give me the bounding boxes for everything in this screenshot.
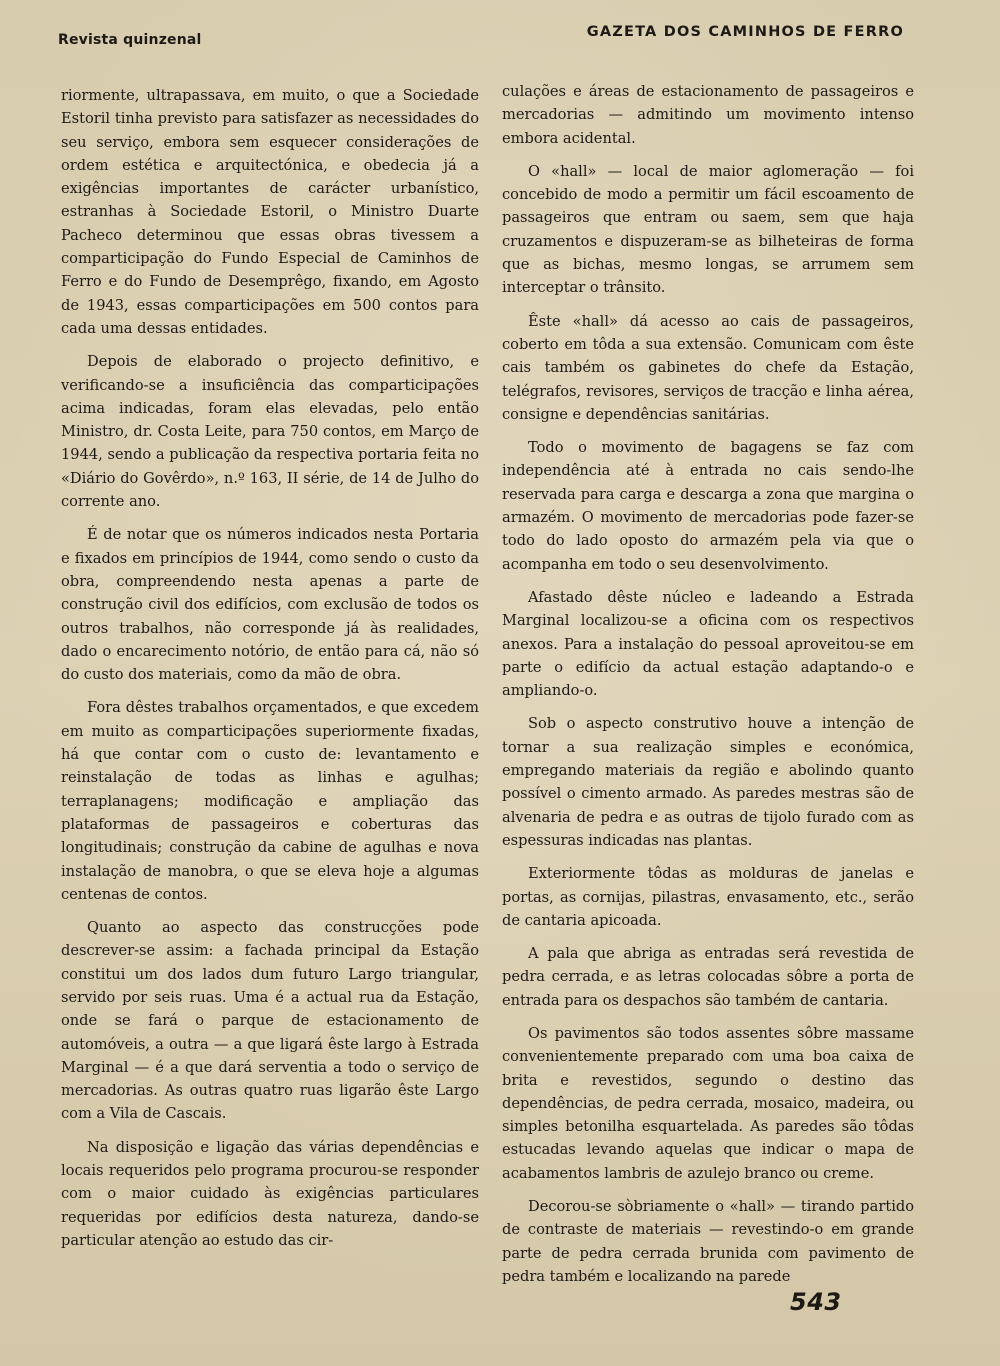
paragraph: Exteriormente tôdas as molduras de janelas e portas, as cornijas, pilastras, envasamento, etc., serão de cantaria apicoada.	[502, 865, 914, 929]
running-header-left: Revista quinzenal	[58, 32, 202, 48]
paragraph: Sob o aspecto construtivo houve a intenção de tornar a sua realização simples e económica, empregando materiais da região e abolindo quanto possível o cimento armado. As paredes mestras são de alvenaria de pedra e as outras de tijolo furado com as espessuras indicadas nas plantas.	[502, 715, 914, 849]
paragraph: Decorou-se sòbriamente o «hall» — tirando partido de contraste de materiais — revestindo-o em grande parte de pedra cerrada brunida com pavimento de pedra também e localizando na parede	[502, 1198, 914, 1285]
paragraph: É de notar que os números indicados nesta Portaria e fixados em princípios de 1944, como sendo o custo da obra, compreendendo nesta apenas a parte de construção civil dos edifícios, com exclusão de todos os outros trabalhos, não corresponde já às realidades, dado o encarecimento notório, de então para cá, não só do custo dos materiais, como da mão de obra.	[61, 526, 479, 684]
paragraph: Os pavimentos são todos assentes sôbre massame convenientemente preparado com uma boa caixa de brita e revestidos, segundo o destino das dependências, de pedra cerrada, mosaico, madeira, ou simples betonilha esquartelada. As paredes são tôdas estucadas levando aquelas que indicar o mapa de acabamentos lambris de azulejo branco ou creme.	[502, 1024, 914, 1182]
paragraph: Fora dêstes trabalhos orçamentados, e que excedem em muito as comparticipações superiormente fixadas, há que contar com o custo de: levantamento e reinstalação de todas as linhas e agulhas; terraplanagens; modificação e ampliação das plataformas de passageiros e coberturas das longitudinais; construção da cabine de agulhas e nova instalação de manobra, o que se eleva hoje a algumas centenas de contos.	[61, 699, 479, 903]
paragraph: Na disposição e ligação das várias dependências e locais requeridos pelo programa procurou-se responder com o maior cuidado às exigências particulares requeridas por edifícios desta natureza, dando-se particular atenção ao estudo das cir-	[61, 1138, 479, 1249]
text-column-left	[61, 84, 479, 1262]
text-column-right	[502, 80, 914, 1298]
paragraph: riormente, ultrapassava, em muito, o que a Sociedade Estoril tinha previsto para satisfazer as necessidades do seu serviço, embora sem esquecer considerações de ordem estética e arquitectónica, e obedecia já a exigências importantes de carácter urbanístico, estranhas à Sociedade Estoril, o Ministro Duarte Pacheco determinou que essas obras tivessem a comparticipação do Fundo Especial de Caminhos de Ferro e do Fundo de Desemprêgo, fixando, em Agosto de 1943, essas comparticipações em 500 contos para cada uma dessas entidades.	[61, 87, 479, 337]
paragraph: Depois de elaborado o projecto definitivo, e verificando-se a insuficiência das comparticipações acima indicadas, foram elas elevadas, pelo então Ministro, dr. Costa Leite, para 750 contos, em Março de 1944, sendo a publicação da respectiva portaria feita no «Diário do Govêrdo», n.º 163, II série, de 14 de Julho do corrente ano.	[61, 353, 479, 511]
paragraph: Quanto ao aspecto das construcções pode descrever-se assim: a fachada principal da Estação constitui um dos lados dum futuro Largo triangular, servido por seis ruas. Uma é a actual rua da Estação, onde se fará o parque de estacionamento de automóveis, a outra — a que ligará êste largo à Estrada Marginal — é a que dará serventia a todo o serviço de mercadorias. As outras quatro ruas ligarão êste Largo com a Vila de Cascais.	[61, 919, 479, 1123]
running-header-title: GAZETA DOS CAMINHOS DE FERRO	[586, 24, 904, 40]
paragraph: culações e áreas de estacionamento de passageiros e mercadorias — admitindo um movimento intenso embora acidental.	[502, 83, 914, 147]
paragraph: Afastado dêste núcleo e ladeando a Estrada Marginal localizou-se a oficina com os respectivos anexos. Para a instalação do pessoal aproveitou-se em parte o edifício da actual estação adaptando-o e ampliando-o.	[502, 588, 914, 700]
paragraph: O «hall» — local de maior aglomeração — foi concebido de modo a permitir um fácil escoamento de passageiros que entram ou saem, sem que haja cruzamentos e dispuzeram-se as bilheteiras de forma que as bichas, mesmo longas, se arrumem sem interceptar o trânsito.	[502, 162, 914, 297]
paragraph: Êste «hall» dá acesso ao cais de passageiros, coberto em tôda a sua extensão. Comunicam com êste cais também os gabinetes do chefe da Estação, telégrafos, revisores, serviços de tracção e linha aérea, consigne e dependências sanitárias.	[502, 312, 914, 423]
paragraph: A pala que abriga as entradas será revestida de pedra cerrada, e as letras colocadas sôbre a porta de entrada para os despachos são também de cantaria.	[502, 945, 914, 1009]
page-number: 543	[790, 1288, 842, 1316]
paragraph: Todo o movimento de bagagens se faz com independência até à entrada no cais sendo-lhe reservada para carga e descarga a zona que margina o armazém. O movimento de mercadorias pode fazer-se todo do lado oposto do armazém pela via que o acompanha em todo o seu desenvolvimento.	[502, 439, 914, 573]
